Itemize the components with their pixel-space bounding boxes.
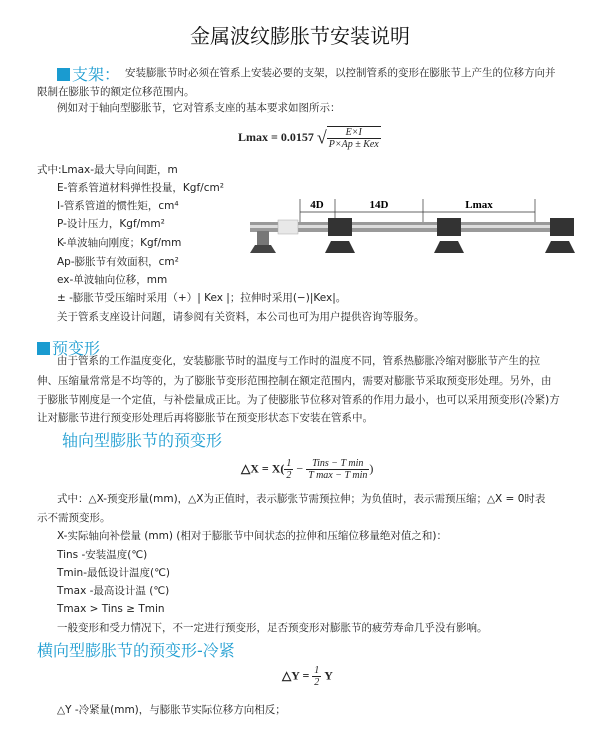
paren: ) [369,461,374,476]
formula-lhs: △X = X( [241,461,285,476]
def-line: ± -膨胀节受压缩时采用（+）| Kex |；拉伸时采用(−)|Kex|。 [57,292,347,304]
def-line: Ap-膨胀节有效面积，cm² [57,256,179,268]
section-heading-axial: 轴向型膨胀节的预变形 [62,431,223,450]
square-bullet-icon [57,68,70,81]
section-heading-support: 支架： [57,62,120,85]
minus: − [296,461,304,476]
def-line: 式中:Lmax-最大导向间距，m [37,164,178,176]
page-title: 金属波纹膨胀节安装说明 [190,24,410,48]
frac-den: 2 [286,470,292,481]
frac-num: 1 [286,458,292,469]
formula-numerator: E×I [327,127,381,139]
def-line: E-管系管道材料弹性投量，Kgf/cm² [57,182,224,194]
text-line: X-实际轴向补偿量 (mm) (相对于膨胀节中间状态的拉伸和压缩位移量绝对值之和)： [57,530,447,542]
frac-den: 2 [314,677,320,688]
dim-label: 4D [310,199,324,211]
formula-lmax: Lmax = 0.0157 √ $\frac{E\times I}{\text{P×Ap ± Kex}}$ [238,127,379,150]
text-line: 安装膨胀节时必须在管系上安装必要的支架，以控制管系的变形在膨胀节上产生的位移方向并 [125,67,556,79]
frac-den: T max − T min [308,470,368,481]
text-line: △Y -冷紧量(mm)，与膨胀节实际位移方向相反； [57,704,286,716]
section-heading-lateral: 横向型膨胀节的预变形-冷紧 [37,641,235,660]
text-line: 由于管系的工作温度变化，安装膨胀节时的温度与工作时的温度不同，管系热膨胀冷缩对膨胀节产生的拉 [57,355,540,367]
formula-lhs: Lmax = 0.0157 [238,129,314,144]
text-line: 于膨胀节刚度是一个定值，与补偿量成正比。为了使膨胀节位移对管系的作用力最小，也可以采用预变形(冷紧)方 [37,394,560,406]
formula-lhs: △Y = [282,668,310,683]
section-heading-predeformation: 预变形 [37,336,100,359]
text-line: 让对膨胀节进行预变形处理后再将膨胀节在预变形状态下安装在管系中。 [37,412,373,424]
text-line: Tmax > Tins ≥ Tmin [57,603,165,615]
support-diagram [245,195,575,265]
dim-label: Lmax [465,199,493,211]
frac-num: 1 [314,665,320,676]
formula-delta-y [282,665,333,688]
text-line: Tmin-最低设计温度(℃) [57,567,170,579]
def-line: 关于管系支座设计问题，请参阅有关资料，本公司也可为用户提供咨询等服务。 [57,311,425,323]
text-line: 限制在膨胀节的额定位移范围内。 [37,86,195,98]
formula-rhs: Y [324,668,333,683]
def-line: K-单波轴向刚度；Kgf/mm [57,237,182,249]
square-bullet-icon [37,342,50,355]
def-line: ex-单波轴向位移，mm [57,274,168,286]
text-line: 一般变形和受力情况下，不一定进行预变形，足否预变形对膨胀节的疲劳寿命几乎没有影响。 [57,622,488,634]
text-line: Tmax -最高设计温 (℃) [57,585,170,597]
text-line: 例如对于轴向型膨胀节，它对管系支座的基本要求如图所示： [57,102,341,114]
text-line: 伸、压缩量常常是不均等的，为了膨胀节变形范围控制在额定范围内，需要对膨胀节采取预变形处理。另外，由 [37,375,552,387]
text-line: Tins -安装温度(℃) [57,549,148,561]
dim-label: 14D [369,199,389,211]
frac-num: Tins − T min [306,458,369,470]
formula-delta-x [241,458,373,481]
def-line: I-管系管道的惯性矩，cm⁴ [57,200,179,212]
def-line: P-设计压力，Kgf/mm² [57,218,165,230]
text-line: 示不需预变形。 [37,512,111,524]
formula-denominator: P×Ap ± Kex [328,139,379,150]
text-line: 式中：△X-预变形量(mm)，△X为正值时，表示膨张节需预拉伸；为负值时，表示需预压缩；△X = 0时表 [57,493,546,505]
bellows-icon [278,220,298,234]
